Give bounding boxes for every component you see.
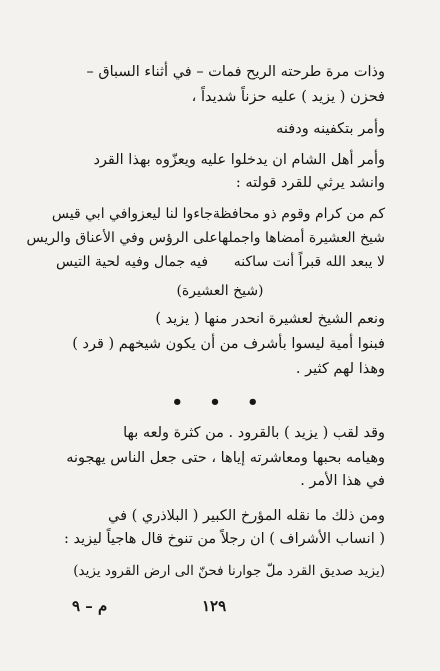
text-line: وهذا لهم كثير . — [295, 361, 385, 377]
verse-second-hemistich: جاءوا لنا ليعزوافي ابي قيس — [51, 206, 213, 222]
verse-row — [56, 253, 385, 271]
signature-mark: م – ٩ — [72, 597, 108, 615]
text-line: وقد لقب ( يزيد ) بالقرود . من كثرة ولعه بها — [123, 425, 385, 441]
page-number: ١٢٩ — [202, 597, 227, 615]
text-line: ( انساب الأشراف ) ان رجلاً من تنوخ قال هاجياً ليزيد : — [64, 531, 385, 547]
text-line: فبنوا أمية ليسوا بأشرف من أن يكون شيخهم ( قرد ) — [72, 336, 385, 352]
quoted-verse: (يزيد صديق القرد ملّ جوارنا فحنّ الى ارض القرود يزيد) — [73, 563, 385, 579]
verse-first-hemistich: كم من كرام وقوم ذو محافظة — [212, 206, 385, 222]
text-line: فحزن ( يزيد ) عليه حزناً شديداً ، — [191, 89, 385, 105]
text-line: ومن ذلك ما نقله المؤرخ الكبير ( البلاذري ) في — [107, 508, 385, 524]
text-line: وأمر أهل الشام ان يدخلوا عليه ويعزّوه بهذا القرد — [93, 152, 385, 168]
text-line: في هذا الأمر . — [300, 473, 385, 489]
section-separator: • • • — [171, 392, 269, 413]
verse-first-hemistich: شيخ العشيرة أمضاها واجملها — [217, 230, 385, 246]
text-line: وانشد يرثي للقرد قولته : — [235, 175, 385, 191]
verse-first-hemistich: لا يبعد الله قبراً أنت ساكنه — [233, 254, 385, 270]
text-line: وأمر بتكفينه ودفنه — [276, 121, 385, 137]
text-line: وذات مرة طرحته الريح فمات – في أثناء السباق – — [86, 64, 385, 80]
text-line: وهيامه بحبها ومعاشرته إياها ، حتى جعل الناس يهجونه — [66, 450, 385, 466]
verse-second-hemistich: على الرؤس وفي الأعناق والريس — [26, 230, 218, 246]
verse-second-hemistich: فيه جمال وفيه لحية التيس — [56, 254, 209, 270]
verse-row — [51, 205, 385, 223]
verse-source: (شيخ العشيرة) — [176, 283, 264, 299]
text-line: ونعم الشيخ لعشيرة انحدر منها ( يزيد ) — [155, 311, 385, 327]
verse-row — [26, 229, 385, 247]
